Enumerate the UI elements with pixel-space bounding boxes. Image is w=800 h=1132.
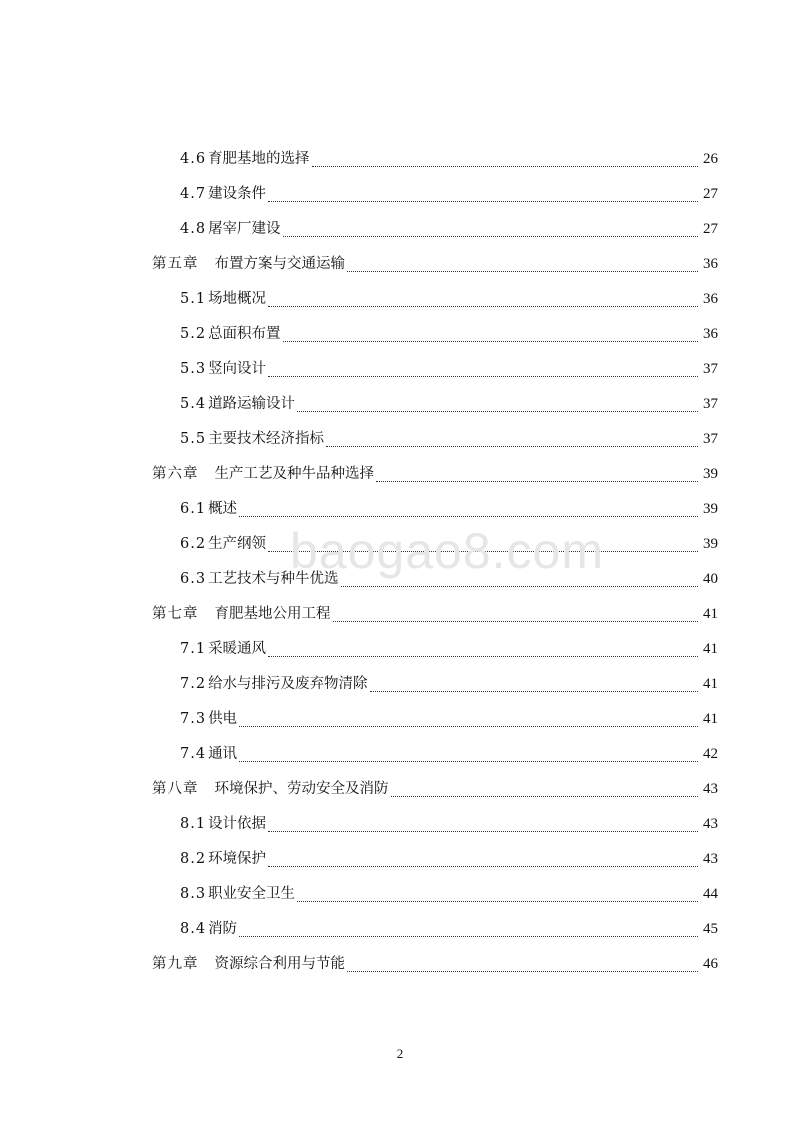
- toc-section-entry[interactable]: [152, 422, 718, 457]
- toc-entry-number: 第七章: [152, 606, 199, 622]
- toc-section-entry[interactable]: [152, 527, 718, 562]
- toc-entry-text: [180, 842, 266, 877]
- toc-entry-text: [180, 212, 281, 247]
- toc-entry-text: [180, 667, 368, 702]
- toc-entry-text: [152, 457, 374, 492]
- toc-entry-title: 生产纲领: [208, 536, 267, 552]
- toc-page-number: 39: [703, 536, 718, 552]
- toc-entry-number: 4.7: [180, 186, 207, 202]
- toc-section-entry[interactable]: [152, 562, 718, 597]
- toc-entry-number: 5.4: [180, 396, 207, 412]
- toc-page-number: 36: [703, 291, 718, 307]
- toc-section-entry[interactable]: [152, 177, 718, 212]
- dot-leader: [268, 656, 698, 657]
- toc-entry-title: 通讯: [208, 746, 238, 762]
- dot-leader: [376, 481, 698, 482]
- toc-page-number: 44: [703, 886, 718, 902]
- dot-leader: [283, 341, 698, 342]
- toc-page-number: 41: [703, 641, 718, 657]
- toc-entry-text: [180, 877, 295, 912]
- dot-leader: [391, 796, 699, 797]
- toc-entry-title: 供电: [208, 711, 238, 727]
- dot-leader: [326, 446, 698, 447]
- dot-leader: [268, 201, 698, 202]
- toc-section-entry[interactable]: [152, 492, 718, 527]
- toc-entry-title: 环境保护、劳动安全及消防: [214, 781, 389, 797]
- toc-entry-title: 采暖通风: [208, 641, 267, 657]
- dot-leader: [312, 166, 698, 167]
- toc-entry-title: 概述: [208, 501, 238, 517]
- dot-leader: [239, 761, 698, 762]
- dot-leader: [268, 376, 698, 377]
- toc-entry-number: 5.3: [180, 361, 207, 377]
- toc-entry-number: 8.2: [180, 851, 207, 867]
- dot-leader: [341, 586, 698, 587]
- toc-entry-number: 5.2: [180, 326, 207, 342]
- toc-entry-text: [152, 597, 331, 632]
- toc-entry-text: [180, 527, 266, 562]
- toc-page-number: 43: [703, 816, 718, 832]
- dot-leader: [333, 621, 699, 622]
- toc-entry-title: 环境保护: [208, 851, 267, 867]
- toc-entry-number: 第九章: [152, 956, 199, 972]
- toc-entry-number: 7.3: [180, 711, 207, 727]
- toc-entry-text: [180, 737, 237, 772]
- dot-leader: [297, 901, 698, 902]
- toc-chapter-entry[interactable]: [152, 947, 718, 982]
- toc-entry-title: 育肥基地公用工程: [214, 606, 331, 622]
- toc-page-number: 27: [703, 186, 718, 202]
- toc-page-number: 37: [703, 361, 718, 377]
- dot-leader: [239, 516, 698, 517]
- toc-entry-number: 8.3: [180, 886, 207, 902]
- toc-entry-number: 6.2: [180, 536, 207, 552]
- toc-entry-title: 育肥基地的选择: [208, 151, 310, 167]
- toc-section-entry[interactable]: [152, 387, 718, 422]
- toc-entry-number: 8.4: [180, 921, 207, 937]
- watermark: baogao8.com: [290, 523, 605, 579]
- toc-entry-title: 建设条件: [208, 186, 267, 202]
- toc-section-entry[interactable]: [152, 282, 718, 317]
- toc-page-number: 27: [703, 221, 718, 237]
- toc-entry-title: 职业安全卫生: [208, 886, 296, 902]
- toc-entry-number: 第八章: [152, 781, 199, 797]
- toc-page-number: 37: [703, 396, 718, 412]
- toc-section-entry[interactable]: [152, 632, 718, 667]
- toc-section-entry[interactable]: [152, 737, 718, 772]
- toc-entry-text: [180, 492, 237, 527]
- toc-page-number: 39: [703, 466, 718, 482]
- toc-page-number: 45: [703, 921, 718, 937]
- toc-page-number: 41: [703, 711, 718, 727]
- toc-page-number: 42: [703, 746, 718, 762]
- toc-entry-text: [180, 352, 266, 387]
- toc-entry-number: 4.6: [180, 151, 207, 167]
- toc-entry-text: [180, 282, 266, 317]
- toc-page-number: 26: [703, 151, 718, 167]
- toc-entry-number: 第五章: [152, 256, 199, 272]
- toc-entry-title: 场地概况: [208, 291, 267, 307]
- toc-entry-number: 7.4: [180, 746, 207, 762]
- toc-entry-number: 7.1: [180, 641, 207, 657]
- table-of-contents: [152, 142, 718, 982]
- toc-section-entry[interactable]: [152, 877, 718, 912]
- dot-leader: [297, 411, 698, 412]
- toc-entry-number: 6.3: [180, 571, 207, 587]
- toc-section-entry[interactable]: [152, 142, 718, 177]
- toc-entry-text: [180, 807, 266, 842]
- toc-section-entry[interactable]: [152, 212, 718, 247]
- toc-entry-title: 消防: [208, 921, 238, 937]
- toc-entry-text: [180, 562, 339, 597]
- toc-entry-text: [180, 422, 324, 457]
- dot-leader: [268, 866, 698, 867]
- toc-page-number: 36: [703, 256, 718, 272]
- toc-entry-title: 屠宰厂建设: [208, 221, 281, 237]
- toc-chapter-entry[interactable]: [152, 772, 718, 807]
- toc-entry-title: 生产工艺及种牛品种选择: [214, 466, 374, 482]
- toc-chapter-entry[interactable]: [152, 247, 718, 282]
- toc-entry-text: [180, 142, 310, 177]
- toc-chapter-entry[interactable]: [152, 597, 718, 632]
- toc-entry-title: 工艺技术与种牛优选: [208, 571, 339, 587]
- dot-leader: [283, 236, 698, 237]
- toc-page-number: 43: [703, 851, 718, 867]
- dot-leader: [239, 726, 698, 727]
- dot-leader: [268, 306, 698, 307]
- toc-entry-number: 5.1: [180, 291, 207, 307]
- dot-leader: [268, 831, 698, 832]
- toc-page-number: 46: [703, 956, 718, 972]
- toc-entry-text: [152, 247, 345, 282]
- toc-section-entry[interactable]: [152, 317, 718, 352]
- toc-entry-text: [180, 177, 266, 212]
- toc-entry-title: 总面积布置: [208, 326, 281, 342]
- toc-page-number: 41: [703, 676, 718, 692]
- toc-page-number: 36: [703, 326, 718, 342]
- toc-chapter-entry[interactable]: [152, 457, 718, 492]
- toc-entry-title: 布置方案与交通运输: [214, 256, 345, 272]
- page-footer-number: 2: [396, 1046, 404, 1061]
- toc-entry-text: [180, 632, 266, 667]
- toc-entry-text: [180, 912, 237, 947]
- toc-entry-number: 5.5: [180, 431, 207, 447]
- toc-entry-text: [180, 702, 237, 737]
- toc-entry-title: 设计依据: [208, 816, 267, 832]
- dot-leader: [347, 271, 698, 272]
- toc-section-entry[interactable]: [152, 842, 718, 877]
- toc-entry-number: 4.8: [180, 221, 207, 237]
- toc-entry-title: 道路运输设计: [208, 396, 296, 412]
- toc-entry-text: [180, 317, 281, 352]
- toc-section-entry[interactable]: [152, 352, 718, 387]
- toc-entry-title: 资源综合利用与节能: [214, 956, 345, 972]
- toc-page-number: 41: [703, 606, 718, 622]
- toc-entry-text: [152, 772, 389, 807]
- toc-entry-number: 第六章: [152, 466, 199, 482]
- dot-leader: [370, 691, 698, 692]
- toc-page-number: 37: [703, 431, 718, 447]
- toc-section-entry[interactable]: [152, 702, 718, 737]
- toc-entry-number: 7.2: [180, 676, 207, 692]
- toc-page-number: 43: [703, 781, 718, 797]
- toc-entry-number: 6.1: [180, 501, 207, 517]
- dot-leader: [347, 971, 698, 972]
- toc-page-number: 40: [703, 571, 718, 587]
- dot-leader: [268, 551, 698, 552]
- toc-page-number: 39: [703, 501, 718, 517]
- toc-entry-number: 8.1: [180, 816, 207, 832]
- toc-entry-title: 竖向设计: [208, 361, 267, 377]
- toc-section-entry[interactable]: [152, 912, 718, 947]
- toc-entry-title: 主要技术经济指标: [208, 431, 325, 447]
- toc-entry-title: 给水与排污及废弃物清除: [208, 676, 368, 692]
- toc-entry-text: [152, 947, 345, 982]
- dot-leader: [239, 936, 698, 937]
- toc-entry-text: [180, 387, 295, 422]
- toc-section-entry[interactable]: [152, 807, 718, 842]
- toc-section-entry[interactable]: [152, 667, 718, 702]
